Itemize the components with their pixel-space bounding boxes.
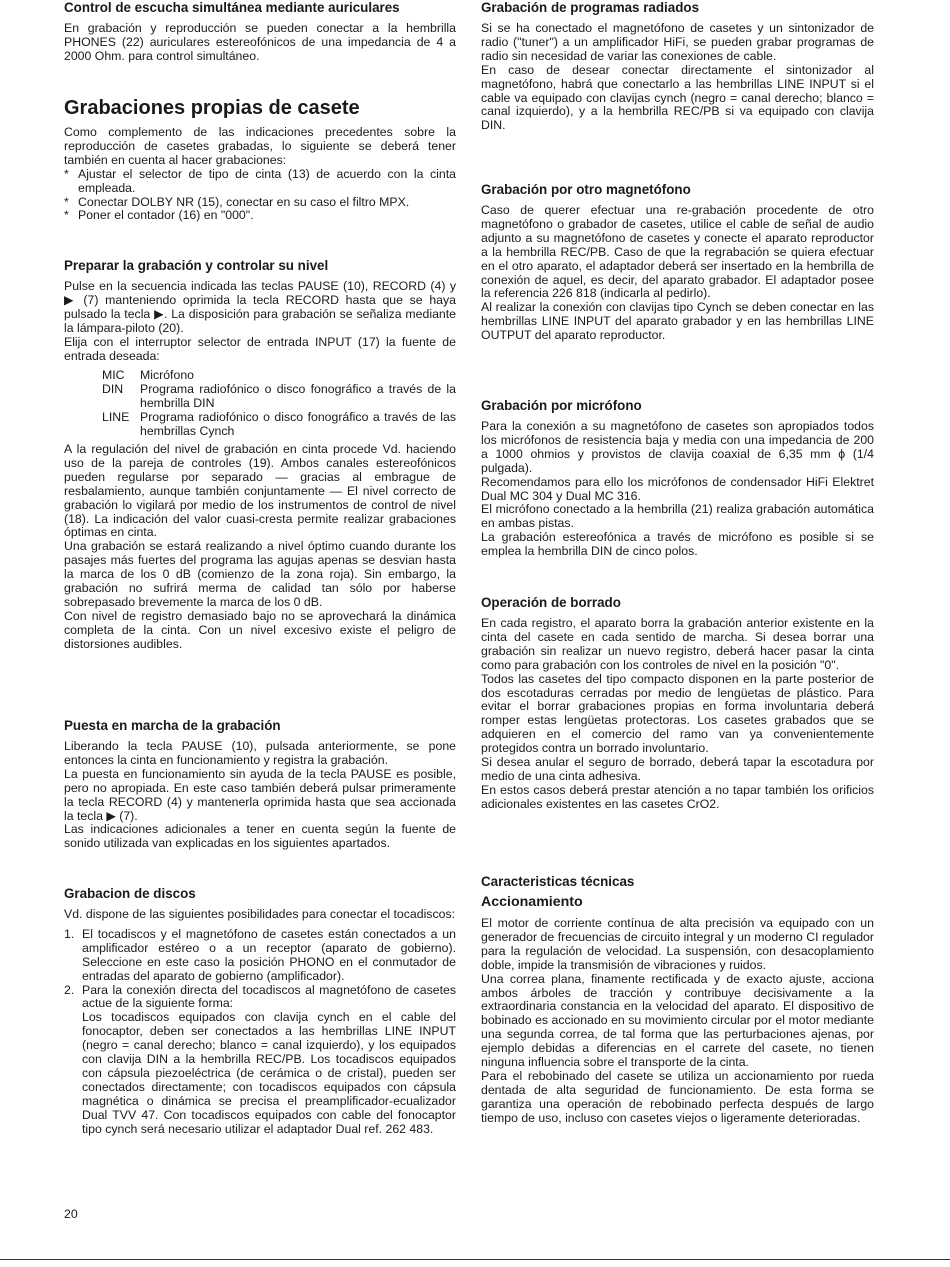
list-item: MIC Micrófono <box>102 368 194 383</box>
radio-recording-p1: Si se ha conectado el magnetófono de casetes y un sintonizador de radio ("tuner") a un amplificador HiFi, se pueden grabar programas de radio sin necesidad de variar las conexiones de cable. <box>481 21 874 63</box>
record-discs-title: Grabacion de discos <box>64 886 196 901</box>
start-recording-p2: La puesta en funcionamiento sin ayuda de la tecla PAUSE es posible, pero no apropiada. En este caso también deberá pulsar primeramente la tecla RECORD (4) y mantenerla oprimida hasta que sea accionada la tecla ▶ (7). <box>64 766 456 823</box>
tape-recording-title: Grabación por otro magnetófono <box>481 182 691 197</box>
mic-recording-p2: Recomendamos para ello los micrófonos de condensador HiFi Elektret Dual MC 304 y Dual MC 316. <box>481 474 874 503</box>
list-item: LINE Programa radiofónico o disco fonográfico a través de las hembrillas Cynch <box>102 410 456 439</box>
list-item: 1. El tocadiscos y el magnetófono de casetes están conectados a un amplificador estéreo o a un receptor (aparato de gobierno). Seleccione en este caso la posición PHONO en el conmutador de entradas del aparato de gobierno (amplificador). <box>64 926 456 983</box>
erase-p1: En cada registro, el aparato borra la grabación anterior existente en la cinta del casete en cada sentido de marcha. Si desea borrar una grabación sin realizar un nuevo registro, deberá hacer pasar la cinta como para grabación con los controles de nivel en la posición "0". <box>481 616 874 672</box>
erase-title: Operación de borrado <box>481 595 621 610</box>
tape-recording-p1: Caso de querer efectuar una re-grabación procedente de otro magnetófono o grabador de casetes, utilice el cable de señal de audio adjunto a su magnetófono de casetes y conecte el aparato reproductor a la hembrilla REC/PB. Caso de que la regrabación se quiera efectuar en el otro aparato, el adaptador deberá ser insertado en la hembrilla de conexión de aquel, es decir, del aparato grabador. El adaptador posee la referencia 226 818 (indicarla al pedirlo). <box>481 203 874 301</box>
radio-recording-p2: En caso de desear conectar directamente el sintonizador al magnetófono, habrá que conectarlo a las hembrillas LINE INPUT si el cable va equipado con clavijas cynch (negro = canal derecho; blanco = canal izquierdo), y a la hembrilla REC/PB si va equipado con clavija DIN. <box>481 62 874 133</box>
input-options-list <box>102 369 456 439</box>
prepare-recording-p1: Pulse en la secuencia indicada las teclas PAUSE (10), RECORD (4) y ▶ (7) manteniendo oprimida la tecla RECORD hasta que se haya pulsado la tecla ▶. La disposición para grabación se señaliza mediante la lámpara-piloto (20). <box>64 279 456 335</box>
own-recordings-bullets <box>64 168 456 224</box>
drive-subtitle: Accionamiento <box>481 894 583 910</box>
mic-recording-title: Grabación por micrófono <box>481 398 642 413</box>
own-recordings-intro: Como complemento de las indicaciones precedentes sobre la reproducción de casetes grabadas, lo siguiente se deberá tener también en cuenta al hacer grabaciones: <box>64 125 456 167</box>
record-discs-item2-detail: Los tocadiscos equipados con clavija cynch en el cable del fonocaptor, deben ser conectados a las hembrillas LINE INPUT (negro = canal derecho; blanco = canal izquierdo), y los equipados con clavija DIN a la hembrilla REC/PB. Los tocadiscos equipados con cápsula piezoeléctrica (de cerámica o de cristal), pueden ser conectados directamente; con tocadiscos equipados con cápsula magnética o dinámica se precisa el preamplificador-ecualizador Dual TVV 47. Con tocadiscos equipados con cable del fonocaptor tipo cynch será necesario utilizar el adaptador Dual ref. 262 483. <box>82 1010 456 1136</box>
prepare-recording-p3: A la regulación del nivel de grabación en cinta procede Vd. haciendo uso de la pareja de controles (19). Ambos canales estereofónicos pueden regularse por separado — gracias al embrague de resbalamiento, aunque también conjuntamente — El nivel correcto de grabación lo vigilará por medio de los instrumentos de control de nivel (18). La indicación del valor cuasi-cresta permite realizar grabaciones óptimas en cinta. <box>64 441 456 540</box>
prepare-recording-p4: Una grabación se estará realizando a nivel óptimo cuando durante los pasajes más fuertes del programa las agujas apenas se desvian hasta la marca de los 0 dB (comienzo de la zona roja). Sin embargo, la grabación no sufrirá merma de calidad tan sólo por haberse sobrepasado brevemente la marca de los 0 dB. <box>64 539 456 609</box>
drive-p2: Una correa plana, finamente rectificada y de exacto ajuste, acciona ambos árboles de tracción y contribuye decisivamente a la extraordinaria constancia en la velocidad del aparato. El dispositivo de bobinado es accionado en su movimiento circular por el motor mediante una segunda correa, de tal forma que las perturbaciones ajenas, por ejemplo debidas a diferencias en el carrete del casete, no tienen ninguna influencia sobre el transporte de la cinta. <box>481 971 874 1070</box>
drive-p3: Para el rebobinado del casete se utiliza un accionamiento por rueda dentada de alta seguridad de funcionamiento. De esta forma se garantiza una operación de rebobinado perfecta después de largo tiempo de uso, incluso con casetes viejos o ligeramente deterioradas. <box>481 1068 874 1125</box>
headphones-section-title: Control de escucha simultánea mediante auriculares <box>64 0 400 15</box>
mic-recording-p1: Para la conexión a su magnetófono de casetes son apropiados todos los micrófonos de resistencia baja y media con una impedancia de 200 a 1000 ohmios y provistos de clavija coaxial de 6,35 mm ϕ (1/4 pulgada). <box>481 419 874 475</box>
erase-p2: Todos las casetes del tipo compacto disponen en la parte posterior de dos escotaduras cerradas por medio de lengüetas de plástico. Para evitar el borrar grabaciones propias en forma involuntaria deberá romper estas lengüetas protectoras. Los casetes grabados que se adquieren en el comercio del ramo van ya convenientemente protegidos contra un borrado involuntario. <box>481 671 874 756</box>
tape-recording-p2: Al realizar la conexión con clavijas tipo Cynch se deben conectar en las hembrillas LINE INPUT del aparato grabador y en las hembrillas LINE OUTPUT del aparato reproductor. <box>481 300 874 343</box>
mic-recording-p3: El micrófono conectado a la hembrilla (21) realiza grabación automática en ambas pistas. <box>481 502 874 531</box>
list-item: * Ajustar el selector de tipo de cinta (13) de acuerdo con la cinta empleada. <box>64 166 456 195</box>
prepare-recording-p2: Elija con el interruptor selector de entrada INPUT (17) la fuente de entrada deseada: <box>64 334 456 363</box>
technical-features-title: Caracteristicas técnicas <box>481 874 635 889</box>
start-recording-p1: Liberando la tecla PAUSE (10), pulsada anteriormente, se pone entonces la cinta en funcionamiento y registra la grabación. <box>64 739 456 767</box>
record-discs-intro: Vd. dispone de las siguientes posibilidades para conectar el tocadiscos: <box>64 907 456 921</box>
list-item: 2. Para la conexión directa del tocadiscos al magnetófono de casetes actue de la siguiente forma: <box>64 982 456 1011</box>
start-recording-title: Puesta en marcha de la grabación <box>64 718 281 733</box>
mic-recording-p4: La grabación estereofónica a través de micrófono es posible si se emplea la hembrilla DIN de cinco polos. <box>481 530 874 559</box>
list-item: DIN Programa radiofónico o disco fonográfico a través de la hembrilla DIN <box>102 382 456 411</box>
start-recording-p3: Las indicaciones adicionales a tener en cuenta según la fuente de sonido utilizada van explicadas en los siguientes apartados. <box>64 822 456 851</box>
list-item: * Conectar DOLBY NR (15), conectar en su caso el filtro MPX. <box>64 194 410 209</box>
page-number: 20 <box>64 1207 78 1221</box>
list-item: * Poner el contador (16) en "000". <box>64 208 254 223</box>
footer-divider <box>0 1259 950 1260</box>
prepare-recording-title: Preparar la grabación y controlar su nivel <box>64 258 329 273</box>
own-recordings-title: Grabaciones propias de casete <box>64 97 360 119</box>
drive-p1: El motor de corriente contínua de alta precisión va equipado con un generador de frecuencias de circuito integral y un moderno CI regulador para la regulación de velocidad. La suspensión, con desacoplamiento doble, impide la transmisión de vibraciones y ruidos. <box>481 916 874 972</box>
radio-recording-title: Grabación de programas radiados <box>481 0 700 15</box>
erase-p4: En estos casos deberá prestar atención a no tapar también los orificios adicionales existentes en las casetes CrO2. <box>481 782 874 811</box>
prepare-recording-p5: Con nivel de registro demasiado bajo no se aprovechará la dinámica completa de la cinta. Con un nivel excesivo existe el peligro de distorsiones audibles. <box>64 608 456 651</box>
headphones-paragraph: En grabación y reproducción se pueden conectar a la hembrilla PHONES (22) auriculares estereofónicos de una impedancia de 4 a 2000 Ohm. para control simultáneo. <box>64 21 456 63</box>
erase-p3: Si desea anular el seguro de borrado, deberá tapar la escotadura por medio de una cinta adhesiva. <box>481 755 874 783</box>
